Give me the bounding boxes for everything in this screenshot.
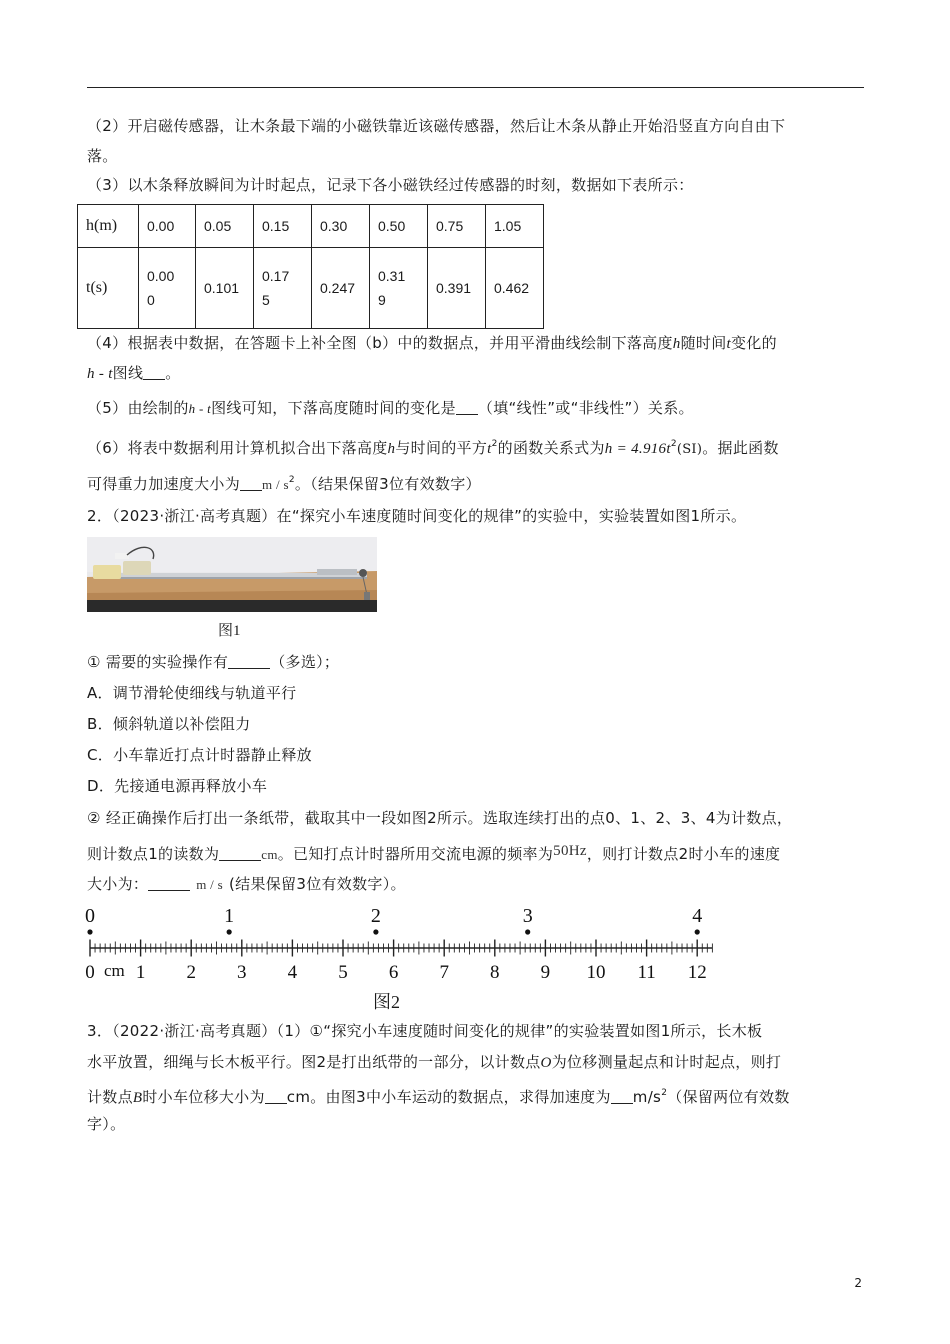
table-cell: 0.15 — [254, 205, 312, 248]
text: 图线 — [112, 364, 144, 382]
scale-label-5: 5 — [338, 962, 348, 983]
text: （4）根据表中数据，在答题卡上补全图（b）中的数据点，并用平滑曲线绘制下落高度 — [87, 334, 673, 352]
text: 时小车位移大小为 — [142, 1088, 265, 1106]
cell-line: 0.17 — [262, 268, 290, 284]
scale-label-10: 10 — [586, 962, 606, 983]
fig2-ruler — [82, 898, 722, 1013]
page-number: 2 — [854, 1276, 862, 1290]
sup-2: 2 — [670, 439, 677, 449]
text: （5）由绘制的 — [87, 399, 189, 417]
tape-dot-3 — [525, 929, 530, 934]
table-row-t — [78, 248, 544, 329]
q2-option-c: C．小车靠近打点计时器静止释放 — [87, 746, 312, 764]
q2-intro: 2．（2023·浙江·高考真题）在“探究小车速度随时间变化的规律”的实验中，实验装置如图1所示。 — [87, 507, 747, 525]
answer-blank[interactable] — [148, 876, 190, 891]
scale-unit: cm — [104, 961, 125, 980]
table-cell: 0.101 — [196, 248, 254, 329]
text: 变化的 — [730, 334, 777, 352]
fig1-apparatus-photo — [87, 537, 377, 612]
answer-blank[interactable] — [456, 400, 478, 415]
q2-question-b-line2 — [87, 841, 780, 865]
q2-option-b: B．倾斜轨道以补偿阻力 — [87, 715, 251, 733]
q1-step4-line1 — [87, 333, 777, 354]
scale-label-6: 6 — [388, 962, 399, 983]
ruler-points — [85, 905, 702, 935]
cell-line: 5 — [262, 292, 270, 308]
table-cell — [370, 248, 428, 329]
q3-line3 — [87, 1083, 790, 1108]
unit-ms: m / s — [196, 877, 223, 892]
q1-step4-line2 — [87, 363, 181, 384]
table-cell: 0.05 — [196, 205, 254, 248]
text: 图线可知，下落高度随时间的变化是 — [211, 399, 456, 417]
point-label-0: 0 — [85, 905, 95, 927]
cell-line: 0 — [147, 292, 155, 308]
point-label-1: 1 — [224, 905, 235, 927]
table-header-t: t(s) — [78, 248, 139, 329]
table-cell: 0.00 — [139, 205, 196, 248]
answer-blank[interactable] — [143, 365, 165, 380]
text: 可得重力加速度大小为 — [87, 475, 241, 493]
scale-label-12: 12 — [687, 962, 707, 983]
var-O: O — [540, 1055, 552, 1071]
cell-line: 9 — [378, 292, 386, 308]
table-header-h: h(m) — [78, 205, 139, 248]
var-h: h — [387, 441, 396, 457]
text: 。据此函数 — [702, 439, 779, 457]
q2-option-a: A．调节滑轮使细线与轨道平行 — [87, 684, 297, 702]
fig2-label: 图2 — [373, 992, 400, 1012]
answer-blank[interactable] — [265, 1089, 287, 1104]
text: 大小为： — [87, 875, 149, 893]
text: 水平放置，细绳与长木板平行。图2是打出纸带的一部分，以计数点 — [87, 1053, 541, 1071]
table-cell: 0.75 — [428, 205, 486, 248]
scale-label-9: 9 — [540, 962, 551, 983]
ruler-scale — [85, 961, 706, 983]
sup-2: 2 — [288, 475, 295, 485]
point-label-3: 3 — [522, 905, 533, 927]
q2-question-b-line3 — [87, 874, 406, 895]
table-cell: 0.462 — [486, 248, 544, 329]
var-h: h — [672, 336, 681, 352]
q1-step3: （3）以木条释放瞬间为计时起点，记录下各小磁铁经过传感器的时刻，数据如下表所示： — [87, 176, 694, 194]
table-cell — [254, 248, 312, 329]
scale-label-0: 0 — [85, 962, 95, 983]
unit-cm: cm — [261, 847, 278, 862]
answer-blank[interactable] — [219, 846, 261, 861]
text: 随时间 — [680, 334, 727, 352]
q3-line1: 3．（2022·浙江·高考真题）（1）①“探究小车速度随时间变化的规律”的实验装置如图1所示，长木板 — [87, 1022, 763, 1040]
text: m/s — [632, 1088, 662, 1106]
text: （多选）； — [270, 653, 340, 671]
var-t: t — [726, 336, 731, 352]
answer-blank[interactable] — [611, 1089, 633, 1104]
point-label-2: 2 — [370, 905, 381, 927]
text: （保留两位有效数 — [667, 1088, 790, 1106]
table-cell — [139, 248, 196, 329]
q3-line4: 字）。 — [87, 1115, 126, 1133]
formula: h = 4.916t — [604, 441, 671, 457]
tape-dot-0 — [87, 929, 92, 934]
text: ① 需要的实验操作有 — [87, 653, 229, 671]
q1-step2-line2: 落。 — [87, 147, 118, 165]
table-cell: 0.30 — [312, 205, 370, 248]
q2-question-a — [87, 652, 339, 672]
text: 的函数关系式为 — [497, 439, 605, 457]
text: 。 — [165, 364, 181, 382]
header-rule — [87, 87, 864, 88]
text: 与时间的平方 — [395, 439, 488, 457]
table-cell: 1.05 — [486, 205, 544, 248]
q1-step5 — [87, 398, 694, 419]
text: 为位移测量起点和计时起点，则打 — [551, 1053, 782, 1071]
scale-label-8: 8 — [490, 962, 500, 983]
cell-line: 0.31 — [378, 268, 406, 284]
scale-label-1: 1 — [135, 962, 146, 983]
text: 计数点 — [87, 1088, 133, 1106]
table-cell: 0.391 — [428, 248, 486, 329]
var-ht: h - t — [188, 401, 212, 416]
table-cell: 0.50 — [370, 205, 428, 248]
scale-label-3: 3 — [237, 962, 247, 983]
q2-option-d: D．先接通电源再释放小车 — [87, 777, 268, 795]
tape-dot-1 — [227, 929, 232, 934]
unit-ms2: m / s — [262, 477, 289, 492]
var-t: t — [487, 441, 492, 457]
answer-blank[interactable] — [228, 654, 270, 669]
scale-label-7: 7 — [439, 962, 449, 983]
tape-dot-2 — [373, 929, 378, 934]
var-ht: h - t — [87, 366, 113, 382]
text: 则计数点1的读数为 — [87, 845, 220, 863]
q1-step6-line2 — [87, 470, 481, 495]
text: 。已知打点计时器所用交流电源的频率为 — [277, 845, 554, 863]
q1-step6-line1 — [87, 434, 779, 460]
tape-dot-4 — [695, 929, 700, 934]
scale-label-4: 4 — [287, 962, 298, 983]
text: （6）将表中数据利用计算机拟合出下落高度 — [87, 439, 388, 457]
text: 。（结果保留3位有效数字） — [294, 475, 481, 493]
text: cm。由图3中小车运动的数据点，求得加速度为 — [286, 1088, 611, 1106]
q1-step2-line1: （2）开启磁传感器，让木条最下端的小磁铁靠近该磁传感器，然后让木条从静止开始沿竖直方向自由下 — [87, 117, 786, 135]
point-label-4: 4 — [692, 905, 703, 927]
q2-question-b-line1: ② 经正确操作后打出一条纸带，截取其中一段如图2所示。选取连续打出的点0、1、2、3、4为计数点， — [87, 809, 793, 827]
q3-line2 — [87, 1052, 781, 1073]
answer-blank[interactable] — [240, 476, 262, 491]
sup-2: 2 — [491, 439, 498, 449]
text: (结果保留3位有效数字）。 — [229, 875, 406, 893]
fig1-label: 图1 — [218, 623, 241, 639]
scale-label-2: 2 — [186, 962, 196, 983]
sup-2: 2 — [661, 1088, 668, 1098]
data-table — [77, 204, 544, 329]
table-row-h — [78, 205, 544, 248]
cell-line: 0.00 — [147, 268, 175, 284]
ruler-ticks — [90, 940, 712, 957]
frequency: 50Hz — [553, 843, 587, 859]
text: ，则打计数点2时小车的速度 — [586, 845, 781, 863]
scale-label-11: 11 — [637, 962, 656, 983]
formula-unit: (SI) — [676, 442, 703, 457]
table-cell: 0.247 — [312, 248, 370, 329]
var-B: B — [132, 1090, 143, 1106]
text: （填“线性”或“非线性”）关系。 — [477, 399, 694, 417]
